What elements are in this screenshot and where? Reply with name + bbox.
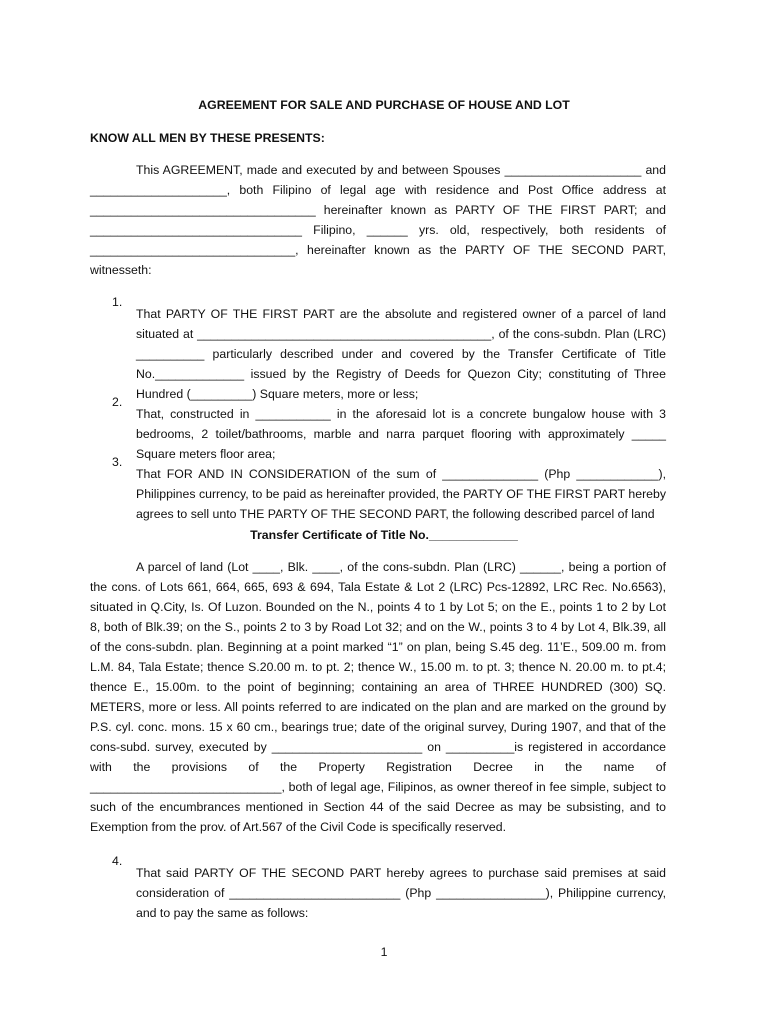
clause-text: That PARTY OF THE FIRST PART are the absolute and registered owner of a parcel of land situated at ___________________________________________, of the cons-subdn. Plan (LRC) __________ particularly described under and covered by the Transfer Certificate of Title No._____________ issued by the Registry of Deeds for Quezon City; constituting of Three Hundred (_________) Square meters, more or less; — [136, 307, 666, 402]
clause-number: 1. — [112, 295, 123, 309]
clause-text: That FOR AND IN CONSIDERATION of the sum of ______________ (Php ____________), Philippines currency, to be paid as hereinafter provided, the PARTY OF THE FIRST PART hereby agrees to sell unto THE PARTY OF THE SECOND PART, the following described parcel of land — [136, 467, 666, 522]
clause-number: 3. — [112, 455, 123, 469]
clause-number: 2. — [112, 395, 123, 409]
intro-paragraph: This AGREEMENT, made and executed by and between Spouses ____________________ and ____________________, both Filipino of legal age with residence and Post Office address at _________________________________ hereinafter known as PARTY OF THE FIRST PART; and _______________________________ Filipino, ______ yrs. old, respectively, both residents of ______________________________, hereinafter known as the PARTY OF THE SECOND PART, witnesseth: — [90, 163, 666, 277]
clause-number: 4. — [112, 854, 123, 868]
clause-text: That, constructed in ___________ in the aforesaid lot is a concrete bungalow house with 3 bedrooms, 2 toilet/bathrooms, marble and narra parquet flooring with approximately _____ Square meters floor area; — [136, 407, 666, 462]
page-number: 1 — [380, 945, 388, 959]
clause-3 — [90, 452, 666, 537]
clause-text: That said PARTY OF THE SECOND PART hereby agrees to purchase said premises at said consideration of _________________________ (Php ________________), Philippine currency, and to pay the same as follows: — [136, 866, 666, 921]
salutation: KNOW ALL MEN BY THESE PRESENTS: — [90, 131, 325, 145]
tct-heading: Transfer Certificate of Title No._____________ — [250, 528, 518, 542]
document-title: AGREEMENT FOR SALE AND PURCHASE OF HOUSE AND LOT — [198, 98, 570, 112]
clause-4 — [90, 851, 666, 936]
land-description: A parcel of land (Lot ____, Blk. ____, of the cons-subdn. Plan (LRC) ______, being a portion of the cons. of Lots 661, 664, 665, 693 & 694, Tala Estate & Lot 2 (LRC) Pcs-12892, LRC Rec. No.6563), situated in Q.City, Is. Of Luzon. Bounded on the N., points 4 to 1 by Lot 5; on the E., points 1 to 2 by Lot 8, both of Blk.39; on the S., points 2 to 3 by Road Lot 32; and on the W., points 3 to 4 by Lot 4, Blk.39, all of the cons-subdn. plan. Beginning at a point marked “1” on plan, being S.45 deg. 11’E., 509.00 m. from L.M. 84, Tala Estate; thence S.20.00 m. to pt. 2; thence W., 15.00 m. to pt. 3; thence N. 20.00 m. to pt.4; thence E., 15.00m. to the point of beginning; containing an area of THREE HUNDRED (300) SQ. METERS, more or less. All points referred to are indicated on the plan and are marked on the ground by P.S. cyl. conc. mons. 15 x 60 cm., bearings true; date of the original survey, During 1907, and that of the cons-subd. survey, executed by ______________________ on __________is registered in accordance with the provisions of the Property Registration Decree in the name of ____________________________, both of legal age, Filipinos, as owner thereof in fee simple, subject to such of the encumbrances mentioned in Section 44 of the said Decree as may be subsisting, and to Exemption from the prov. of Art.567 of the Civil Code is specifically reserved. — [90, 560, 666, 834]
